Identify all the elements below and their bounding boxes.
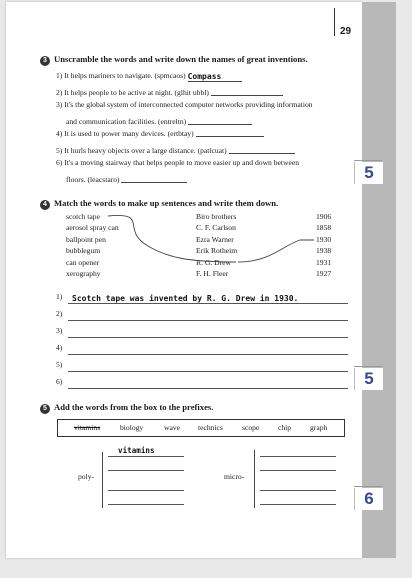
box-word: wave [164, 423, 181, 432]
inventor-item: Biro brothers [196, 212, 237, 221]
sentence-number: 2) [56, 309, 63, 318]
box-word: biology [120, 423, 144, 432]
question-text: and communication facilities. (entreltn) [66, 117, 187, 126]
question-number: 2) [56, 88, 63, 97]
question-text: It helps people to be active at night. (glhit ubbl) [64, 88, 209, 97]
year-item: 1858 [316, 223, 332, 233]
writing-rule [68, 371, 348, 372]
year-item: 1938 [316, 246, 332, 256]
writing-rule [68, 320, 348, 321]
micro-bracket [254, 450, 255, 508]
question-number: 3) [56, 100, 63, 109]
sentence-number: 4) [56, 343, 63, 352]
question-number: 5) [56, 146, 63, 155]
writing-rule [68, 337, 348, 338]
section-5-title-text: Add the words from the box to the prefixes. [54, 402, 214, 412]
score-section-4: 5 [354, 368, 383, 390]
invention-item: xerography [66, 268, 101, 278]
inventor-item: Erik Rotheim [196, 246, 238, 256]
question-text: It hurls heavy objects over a large distance. (patlcuat) [64, 146, 227, 155]
year-item: 1930 [316, 234, 332, 244]
inventor-item: Ezra Warner [196, 234, 234, 244]
box-word: technics [198, 423, 223, 432]
writing-rule [68, 388, 348, 389]
box-word: scope [242, 423, 260, 432]
sentence-number: 6) [56, 377, 63, 386]
match-line-drew-to-1930 [238, 240, 314, 262]
score-section-3: 5 [354, 162, 383, 184]
micro-answer-line[interactable] [260, 490, 336, 491]
poly-bracket [102, 452, 103, 508]
word-box [57, 419, 345, 437]
writing-rule [68, 303, 348, 304]
inventor-item: F. H. Fleer [196, 268, 229, 278]
year-item: 1931 [316, 257, 332, 267]
question-number: 6) [56, 158, 63, 167]
section-4-badge: 4 [40, 200, 50, 210]
section-5-badge: 5 [40, 404, 50, 414]
sentence-number: 1) [56, 292, 63, 301]
question-text: It's the global system of interconnected computer networks providing information [64, 100, 313, 109]
section-3-badge: 3 [40, 56, 50, 66]
section-3-title-text: Unscramble the words and write down the names of great inventions. [54, 54, 308, 64]
handwritten-sentence: Scotch tape was invented by R. G. Drew in 1930. [72, 294, 299, 303]
inventor-item: R. G. Drew [196, 257, 232, 267]
box-word: graph [310, 423, 328, 432]
poly-answer-1: vitamins [118, 446, 155, 455]
section-5-title [40, 402, 213, 414]
micro-answer-line[interactable] [260, 456, 336, 457]
inventor-item: C. F. Carlson [196, 223, 236, 233]
sentence-line-5[interactable] [56, 360, 348, 372]
section-4-title-text: Match the words to make up sentences and write them down. [54, 198, 279, 208]
sentence-line-2[interactable] [56, 309, 348, 321]
handwritten-answer: Compass [187, 72, 222, 81]
sentence-line-3[interactable] [56, 326, 348, 338]
sentence-line-6[interactable] [56, 377, 348, 389]
poly-answer-line[interactable] [108, 490, 184, 491]
prefix-micro: micro- [224, 472, 245, 481]
invention-item: can opener [66, 257, 100, 267]
poly-answer-line[interactable] [108, 456, 184, 457]
sentence-line-4[interactable] [56, 343, 348, 355]
micro-answer-line[interactable] [260, 504, 336, 505]
question-text: It's a moving stairway that helps people to move easier up and down between [64, 158, 300, 167]
year-item: 1927 [316, 268, 332, 278]
match-line-tape-to-drew [108, 215, 236, 262]
sentence-number: 5) [56, 360, 63, 369]
page-number: 29 [340, 26, 352, 37]
question-text: floors. (leacstaro) [66, 175, 120, 184]
invention-item: scotch tape [66, 212, 100, 221]
invention-item: bubblegum [66, 246, 101, 256]
year-item: 1906 [316, 212, 332, 221]
invention-item: ballpoint pen [66, 234, 106, 244]
sentence-number: 3) [56, 326, 63, 335]
poly-answer-line[interactable] [108, 504, 184, 505]
question-number: 4) [56, 129, 63, 138]
sentence-line-1[interactable] [56, 292, 348, 304]
micro-answer-line[interactable] [260, 470, 336, 471]
writing-rule [68, 354, 348, 355]
box-word: vitamins [74, 423, 101, 432]
question-number: 1) [56, 71, 63, 80]
box-word: chip [278, 423, 292, 432]
question-text: It helps mariners to navigate. (spmcaos) [64, 71, 186, 80]
invention-item: aerosol spray can [66, 223, 119, 233]
question-text: It is used to power many devices. (ertbtay) [64, 129, 194, 138]
prefix-poly: poly- [78, 472, 95, 481]
poly-answer-line[interactable] [108, 470, 184, 471]
score-section-5: 6 [354, 488, 383, 510]
